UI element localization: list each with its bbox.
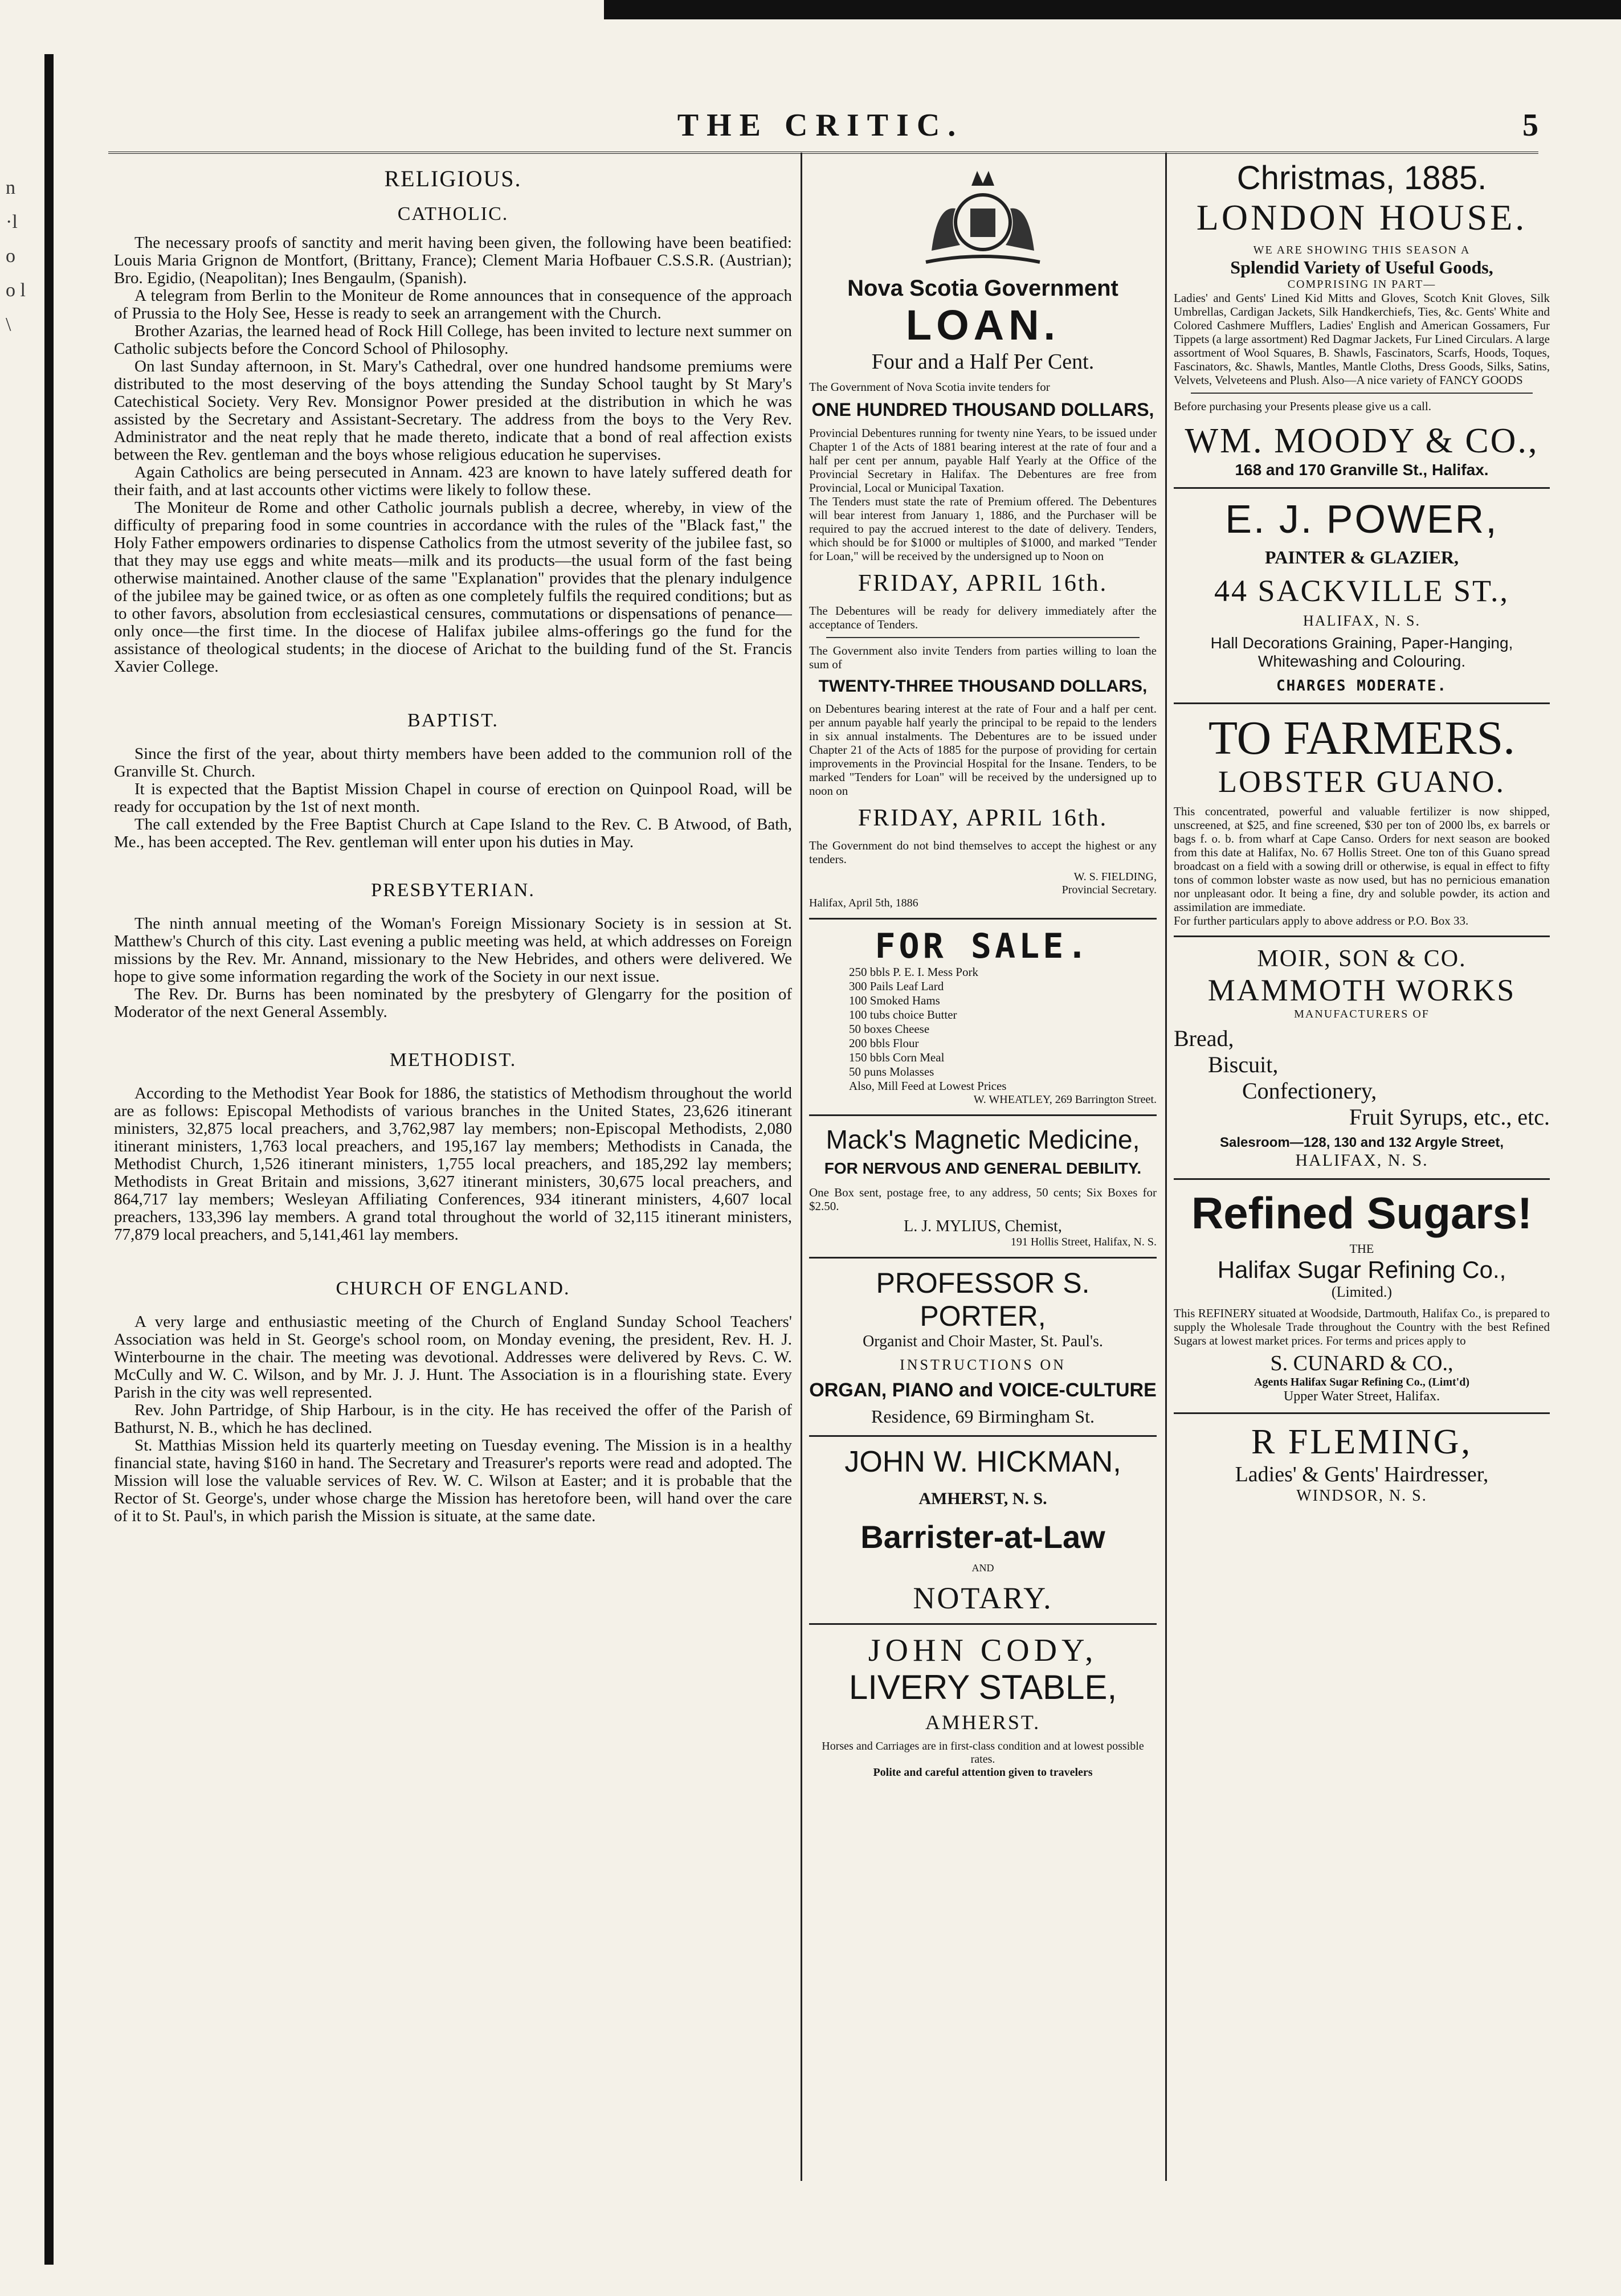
divider-cody: [809, 1623, 1157, 1625]
hickman-title: Barrister-at-Law: [860, 1519, 1105, 1555]
sugar-limited: (Limited.): [1331, 1284, 1393, 1300]
sugar-company: Halifax Sugar Refining Co.,: [1217, 1256, 1506, 1283]
london-call: Before purchasing your Presents please give us a call.: [1174, 399, 1431, 413]
methodist-p1: According to the Methodist Year Book for 1886, the statistics of Methodism throughout the world are as follows: Episcopal Methodists of various branches in the United States, 23,626 itinerant ministers, 32,875 local preachers, and 3,762,987 lay members; non-Episcopal Methodists, 2,080 itinerant ministers, 1,763 local preachers, and 195,167 lay members; Methodists in Canada, the Methodist Church, 1,526 itinerant ministers, 1,755 local preachers, and 185,292 lay members; Methodists in Great Britain and missions, 3,627 itinerant ministers, 30,675 local preachers, and 864,717 lay members; Wesleyan Affiliating Conferences, 934 itinerant ministers, 4,607 local preachers, 133,396 lay members. A grand total throughout the world of 32,115 itinerant ministers, 77,879 local preachers, and 5,141,461 lay members.: [114, 1084, 792, 1244]
baptist-p3: The call extended by the Free Baptist Church at Cape Island to the Rev. C. B Atwood, of Bath, Me., has been accepted. The Rev. gentleman will enter upon his duties in May.: [114, 815, 792, 851]
presbyterian-p1: The ninth annual meeting of the Woman's Foreign Missionary Society is in session at St. Matthew's Church of this city. Last evening a public meeting was held, at which addresses on Foreign missions by the Rev. Mr. Annand, missionary to the New Hebrides, and others were delivered. We hope to give some information regarding the work of the Society in our next issue.: [114, 914, 792, 986]
london-christmas: Christmas, 1885.: [1236, 160, 1487, 197]
catholic-p2: A telegram from Berlin to the Moniteur de Rome announces that in consequence of the approach of Prussia to the Holy See, Hesse is ready to seek an arrangement with the Church.: [114, 287, 792, 322]
sugar-agent: S. CUNARD & CO.,: [1270, 1351, 1453, 1375]
london-divider: [1191, 393, 1533, 394]
loan-rate: Four and a Half Per Cent.: [871, 350, 1095, 374]
moir-product-bread: Bread,: [1174, 1026, 1234, 1051]
porter-role: Organist and Choir Master, St. Paul's.: [863, 1333, 1103, 1350]
sugar-agent-role: Agents Halifax Sugar Refining Co., (Limt'd): [1254, 1376, 1469, 1388]
page-number: 5: [1522, 108, 1538, 143]
loan-body-1: Provincial Debentures running for twenty nine Years, to be issued under Chapter 1 of the Acts of 1881 bearing interest at the rate of four and a half per cent per annum, payable Half Yearly at the Office of the Provincial Secretary in Halifax. The Debentures are free from Provincial, Local or Municipal Taxation.: [809, 426, 1157, 495]
loan-signer-title: Provincial Secretary.: [1061, 884, 1157, 896]
for-sale-item: 100 tubs choice Butter: [849, 1008, 957, 1022]
moir-product-confectionery: Confectionery,: [1242, 1078, 1377, 1104]
london-splendid: Splendid Variety of Useful Goods,: [1230, 257, 1493, 277]
coe-p3: St. Matthias Mission held its quarterly meeting on Tuesday evening. The Mission is in a healthy financial state, having $160 in hand. The Secretary and Treasurer's reports were read and adopted. The Mission will lose the valuable services of Rev. W. C. Wilson at Easter; and it is probable that the Rector of St. George's, under whose charge the Mission has heretofore been, will hand over the care of it to St. Paul's, in which parish the Mission is situate, at the same date.: [114, 1436, 792, 1525]
divider-macks: [809, 1114, 1157, 1116]
for-sale-item: 150 bbls Corn Meal: [849, 1051, 945, 1064]
heading-church-of-england: CHURCH OF ENGLAND.: [336, 1278, 570, 1299]
porter-residence: Residence, 69 Birmingham St.: [871, 1406, 1095, 1427]
moir-sales: Salesroom—128, 130 and 132 Argyle Street,: [1219, 1135, 1504, 1150]
masthead: [108, 107, 1538, 147]
london-tag: WE ARE SHOWING THIS SEASON A: [1253, 244, 1471, 256]
loan-amount-1: ONE HUNDRED THOUSAND DOLLARS,: [811, 399, 1154, 420]
hickman-place: AMHERST, N. S.: [918, 1489, 1047, 1508]
moir-city: HALIFAX, N. S.: [1295, 1151, 1428, 1170]
loan-intro: The Government of Nova Scotia invite tenders for: [809, 380, 1050, 394]
column-rule-2: [1165, 153, 1167, 2181]
macks-price: One Box sent, postage free, to any address, 50 cents; Six Boxes for $2.50.: [809, 1186, 1157, 1213]
for-sale-item: 200 bbls Flour: [849, 1036, 919, 1050]
section-religious: RELIGIOUS.: [384, 166, 522, 191]
divider-sugar: [1174, 1178, 1550, 1180]
heading-catholic: CATHOLIC.: [397, 203, 509, 224]
farmers-contact: For further particulars apply to above address or P.O. Box 33.: [1174, 914, 1469, 928]
loan-intro-2: The Government also invite Tenders from parties willing to loan the sum of: [809, 644, 1157, 671]
london-comprising: COMPRISING IN PART—: [1287, 278, 1436, 291]
power-charges: CHARGES MODERATE.: [1276, 677, 1448, 694]
presbyterian-p2: The Rev. Dr. Burns has been nominated by the presbytery of Glengarry for the position of Moderator of the next General Assembly.: [114, 985, 792, 1021]
for-sale-item: 100 Smoked Hams: [849, 994, 940, 1007]
macks-subtitle: FOR NERVOUS AND GENERAL DEBILITY.: [824, 1159, 1142, 1177]
divider-power: [1174, 487, 1550, 489]
power-name: E. J. POWER,: [1225, 497, 1498, 541]
moody-address: 168 and 170 Granville St., Halifax.: [1235, 461, 1489, 479]
cody-business: LIVERY STABLE,: [848, 1668, 1117, 1706]
loan-body-2: The Tenders must state the rate of Premium offered. The Debentures will bear interest from January 1, 1886, and the Purchaser will be required to pay the accrued interest to the date of delivery. Tenders, which should be for $1000 or multiples of $1000, and marked "Tender for Loan," will be received by the undersigned up to Noon on: [809, 495, 1157, 563]
catholic-p5: Again Catholics are being persecuted in Annam. 423 are known to have lately suffered death for their faith, and at last accounts other victims were likely to follow these.: [114, 463, 792, 499]
fleming-city: WINDSOR, N. S.: [1296, 1487, 1427, 1505]
hickman-and: AND: [971, 1562, 994, 1574]
for-sale-item: 250 bbls P. E. I. Mess Pork: [849, 965, 978, 979]
for-sale-title: FOR SALE.: [875, 926, 1091, 966]
loan-dateline: Halifax, April 5th, 1886: [809, 897, 918, 909]
farmers-body: This concentrated, powerful and valuable fertilizer is now shipped, unscreened, at $25, and fine screened, $30 per ton of 2000 lbs, ex barrels or bags f. o. b. from wharf at Cape Canso. Orders for next season are booked from this date at Halifax, No. 67 Hollis Street. One ton of this Guano spread broadcast on a field with a sowing drill or otherwise, is equal in effect to fifty tons of common lobster waste as now used, but has no pernicious emanation nor unpleasant odor. It being a fine, dry and soluble powder, its action and assimilation are immediate.: [1174, 804, 1550, 914]
macks-address: 191 Hollis Street, Halifax, N. S.: [1010, 1236, 1157, 1248]
divider-moir: [1174, 935, 1550, 937]
coe-p1: A very large and enthusiastic meeting of the Church of England Sunday School Teachers' Association was held in St. George's school room, on Monday evening, the president, Rev. H. J. Winterbourne in the chair. The meeting was devotional. Addresses were delivered by Revs. C. W. McCully and W. C. Wilson, and by Mr. J. J. Hunt. The Association is in a flourishing state. Every Parish in the city was well represented.: [114, 1313, 792, 1402]
power-city: HALIFAX, N. S.: [1303, 612, 1420, 629]
moir-product-biscuit: Biscuit,: [1208, 1052, 1279, 1077]
royal-crest-icon: [914, 160, 1051, 273]
loan-date-2: FRIDAY, APRIL 16th.: [858, 805, 1108, 831]
margin-glyphs: n ·l o o l \: [6, 177, 26, 335]
divider-farmers: [1174, 702, 1550, 704]
porter-subjects: ORGAN, PIANO and VOICE-CULTURE: [809, 1379, 1157, 1401]
porter-instructions: INSTRUCTIONS ON: [900, 1357, 1066, 1373]
cody-line-2: Polite and careful attention given to travelers: [873, 1766, 1093, 1779]
loan-amount-2: TWENTY-THREE THOUSAND DOLLARS,: [818, 677, 1148, 696]
porter-name: PROFESSOR S. PORTER,: [876, 1267, 1090, 1332]
sugar-the: THE: [1349, 1241, 1374, 1256]
for-sale-also: Also, Mill Feed at Lowest Prices: [849, 1079, 1007, 1093]
catholic-p1: The necessary proofs of sanctity and merit having been given, the following have been beatified: Louis Maria Grignon de Montfort, (Brittany, France); Clement Maria Hofbauer C.S.S.R. (Austrian); Bro. Egidio, (Neapolitan); Ines Bengaulm, (Spanish).: [114, 234, 792, 287]
for-sale-merchant: W. WHEATLEY, 269 Barrington Street.: [973, 1093, 1157, 1106]
catholic-p6: The Moniteur de Rome and other Catholic journals publish a decree, whereby, in view of the difficulty of preparing food in some countries in accordance with the rules of the "Black fast," the Holy Father empowers ordinaries to dispense Catholics from the utmost severity of the jubilee fast, so that they may use eggs and white meats—milk and its products—the usual form of the fast being otherwise maintained. Another clause of the same "Explanation" provides that the plenary indulgence of the jubilee may be gained twice, or as often as one completely fulfils the required conditions; but as to other favors, absolution from ecclesiastical censures, commutations or dispensations of penance—only once—the first time. In the diocese of Halifax jubilee alms-offerings go the fund for the assistance of theological students; in the diocese of Arichat to the building fund of the St. Francis Xavier College.: [114, 499, 792, 676]
loan-divider: [826, 637, 1140, 638]
loan-org: Nova Scotia Government: [847, 276, 1118, 301]
top-border-bar: [604, 0, 1621, 19]
for-sale-item: 50 puns Molasses: [849, 1065, 934, 1078]
column-rule-1: [801, 153, 802, 2181]
moir-name: MOIR, SON & CO.: [1257, 946, 1467, 972]
catholic-p4: On last Sunday afternoon, in St. Mary's Cathedral, over one hundred handsome premiums were distributed to the most deserving of the boys attending the Sunday School taught by St Mary's Catechistical Society. Very Rev. Monsignor Power presided at the distribution in which he was assisted by the Secretary and Assistant-Secretary. The address from the boys to the Very Rev. Administrator and the neat reply that he made thereto, indicate that a bond of real affection exists between the Rev. gentleman and the boys whose religious education he supervises.: [114, 357, 792, 464]
column-religious: [114, 165, 792, 2296]
loan-note-2: The Government do not bind themselves to accept the highest or any tenders.: [809, 839, 1157, 866]
baptist-p2: It is expected that the Baptist Mission Chapel in course of erection on Quinpool Road, will be ready for occupation by the 1st of next month.: [114, 780, 792, 816]
moir-mfg: MANUFACTURERS OF: [1294, 1008, 1430, 1020]
page-title: THE CRITIC.: [677, 108, 964, 143]
divider-for-sale: [809, 918, 1157, 920]
moody-name: WM. MOODY & CO.,: [1185, 422, 1539, 460]
loan-title: LOAN.: [905, 301, 1060, 349]
macks-seller: L. J. MYLIUS, Chemist,: [904, 1218, 1062, 1235]
divider-hickman: [809, 1435, 1157, 1437]
power-trade: PAINTER & GLAZIER,: [1265, 547, 1459, 567]
heading-baptist: BAPTIST.: [407, 710, 499, 731]
for-sale-item: 300 Pails Leaf Lard: [849, 979, 944, 993]
column-ads-right: [1174, 160, 1550, 2290]
cody-place: AMHERST.: [925, 1711, 1041, 1734]
loan-signer: W. S. FIELDING,: [1073, 871, 1157, 883]
coe-p2: Rev. John Partridge, of Ship Harbour, is in the city. He has received the offer of the Parish of Bathurst, N. B., which he has declined.: [114, 1401, 792, 1437]
cody-line-1: Horses and Carriages are in first-class condition and at lowest possible rates.: [822, 1740, 1144, 1766]
london-items: Ladies' and Gents' Lined Kid Mitts and Gloves, Scotch Knit Gloves, Silk Umbrellas, Cardigan Jackets, Silk Handkerchiefs, Ties, &c. Gents' White and Colored Cashmere Mufflers, Ladies' English and American Gossamers, Fur Tippets (a large assortment) Red Dagmar Jackets, Fur Lined Circulars. A large assortment of Wool Squares, B. Shawls, Fascinators, Scarfs, Hoods, Toques, Fascinators, &c. Shawls, Mantles, Mantle Cloths, Dress Goods, Silks, Satins, Velvets, Velveteens and Plush. Also—A nice variety of FANCY GOODS: [1174, 291, 1550, 387]
divider-porter: [809, 1257, 1157, 1259]
masthead-rule: [108, 152, 1538, 154]
fleming-trade: Ladies' & Gents' Hairdresser,: [1235, 1462, 1489, 1486]
for-sale-item: 50 boxes Cheese: [849, 1022, 930, 1036]
loan-body-3: on Debentures bearing interest at the rate of Four and a half per cent. per annum payable half yearly the principal to be repaid to the lenders in six annual instalments. The Debentures are to be issued under Chapter 21 of the Acts of 1885 for the purpose of providing for certain improvements in the Provincial Hospital for the Insane. Tenders, to be marked "Tenders for Loan" will be received by the undersigned up to noon on: [809, 702, 1157, 798]
for-sale-list: [809, 965, 1157, 1093]
sugar-body: This REFINERY situated at Woodside, Dartmouth, Halifax Co., is prepared to supply the Wholesale Trade throughout the Country with the best Refined Sugars at lowest market prices. For terms and prices apply to: [1174, 1306, 1550, 1347]
power-services: Hall Decorations Graining, Paper-Hanging, Whitewashing and Colouring.: [1210, 634, 1513, 670]
sugar-agent-address: Upper Water Street, Halifax.: [1283, 1389, 1440, 1404]
left-border-bar: [44, 54, 54, 2265]
sugar-title: Refined Sugars!: [1191, 1188, 1533, 1238]
macks-title: Mack's Magnetic Medicine,: [826, 1125, 1140, 1154]
cody-name: JOHN CODY,: [868, 1633, 1098, 1668]
london-title: LONDON HOUSE.: [1196, 197, 1528, 238]
heading-presbyterian: PRESBYTERIAN.: [371, 880, 535, 901]
catholic-p3: Brother Azarias, the learned head of Rock Hill College, has been invited to lecture next summer on Catholic subjects before the Concord School of Philosophy.: [114, 322, 792, 358]
farmers-title: TO FARMERS.: [1208, 712, 1516, 765]
baptist-p1: Since the first of the year, about thirty members have been added to the communion roll of the Granville St. Church.: [114, 745, 792, 781]
column-ads-middle: [809, 160, 1157, 2290]
moir-product-syrups: Fruit Syrups, etc., etc.: [1349, 1104, 1550, 1130]
power-street: 44 SACKVILLE ST.,: [1214, 574, 1509, 608]
divider-fleming: [1174, 1412, 1550, 1414]
loan-note-1: The Debentures will be ready for delivery immediately after the acceptance of Tenders.: [809, 604, 1157, 631]
heading-methodist: METHODIST.: [389, 1049, 517, 1071]
loan-date-1: FRIDAY, APRIL 16th.: [858, 570, 1108, 597]
hickman-name: JOHN W. HICKMAN,: [844, 1445, 1121, 1478]
farmers-product: LOBSTER GUANO.: [1218, 765, 1505, 799]
moir-works: MAMMOTH WORKS: [1207, 973, 1516, 1007]
fleming-name: R FLEMING,: [1251, 1423, 1472, 1461]
hickman-notary: NOTARY.: [913, 1581, 1053, 1615]
